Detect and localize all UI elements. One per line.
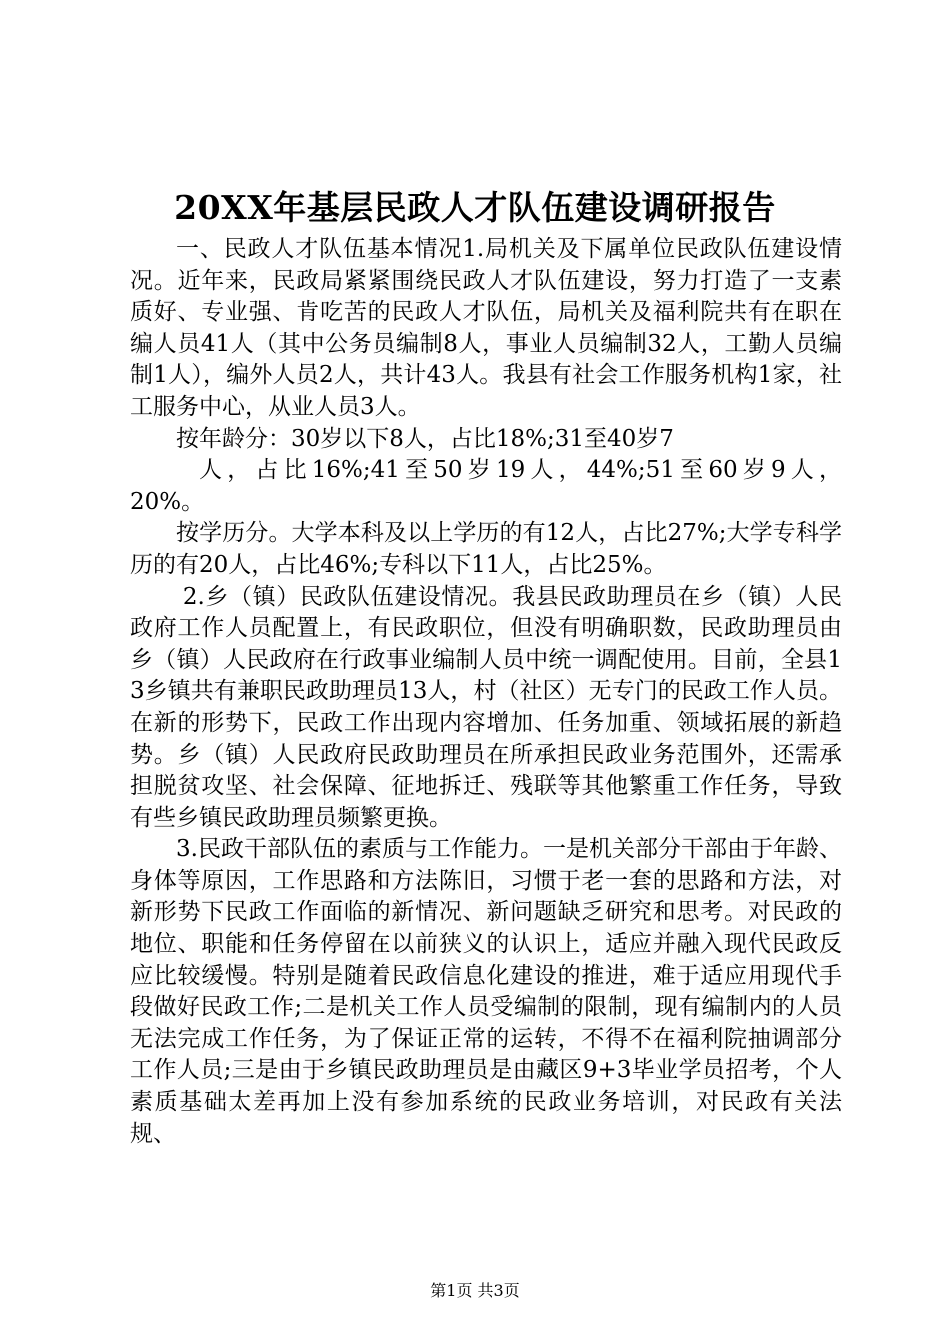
paragraph-township-team: 2.乡（镇）民政队伍建设情况。我县民政助理员在乡（镇）人民政府工作人员配置上，有民政职位，但没有明确职数，民政助理员由乡（镇）人民政府在行政事业编制人员中统一调配使用。目前，全县13乡镇共有兼职民政助理员13人，村（社区）无专门的民政工作人员。在新的形势下，民政工作出现内容增加、任务加重、领域拓展的新趋势。乡（镇）人民政府民政助理员在所承担民政业务范围外，还需承担脱贫攻坚、社会保障、征地拆迁、残联等其他繁重工作任务，导致有些乡镇民政助理员频繁更换。 [130,583,842,831]
paragraph-education: 按学历分。大学本科及以上学历的有12人，占比27%;大学专科学历的有20人，占比46%;专科以下11人，占比25%。 [130,520,842,578]
page-footer: 第1页 共3页 [430,1281,520,1300]
paragraph-age-line-1: 按年龄分：30岁以下8人，占比18%;31至40岁7 [176,425,674,452]
paragraph-cadre-quality: 3.民政干部队伍的素质与工作能力。一是机关部分干部由于年龄、身体等原因，工作思路和方法陈旧，习惯于老一套的思路和方法，对新形势下民政工作面临的新情况、新问题缺乏研究和思考。对民政的地位、职能和任务停留在以前狭义的认识上，适应并融入现代民政反应比较缓慢。特别是随着民政信息化建设的推进，难于适应用现代手段做好民政工作;二是机关工作人员受编制的限制，现有编制内的人员无法完成工作任务，为了保证正常的运转，不得不在福利院抽调部分工作人员;三是由于乡镇民政助理员是由藏区9+3毕业学员招考，个人素质基础太差再加上没有参加系统的民政业务培训，对民政有关法规、 [130,836,842,1147]
document-body [130,234,842,1150]
paragraph-age-line-3: 20%。 [130,488,205,515]
paragraph-age-line-2: 人，占比16%;41至50岁19人，44%;51至60岁9人， [199,457,842,484]
paragraph-basic-situation: 一、民政人才队伍基本情况1.局机关及下属单位民政队伍建设情况。近年来，民政局紧紧围绕民政人才队伍建设，努力打造了一支素质好、专业强、肯吃苦的民政人才队伍，局机关及福利院共有在职在编人员41人（其中公务员编制8人，事业人员编制32人，工勤人员编制1人），编外人员2人，共计43人。我县有社会工作服务机构1家，社工服务中心，从业人员3人。 [130,236,842,420]
document-title: 20XX年基层民政人才队伍建设调研报告 [174,188,776,227]
